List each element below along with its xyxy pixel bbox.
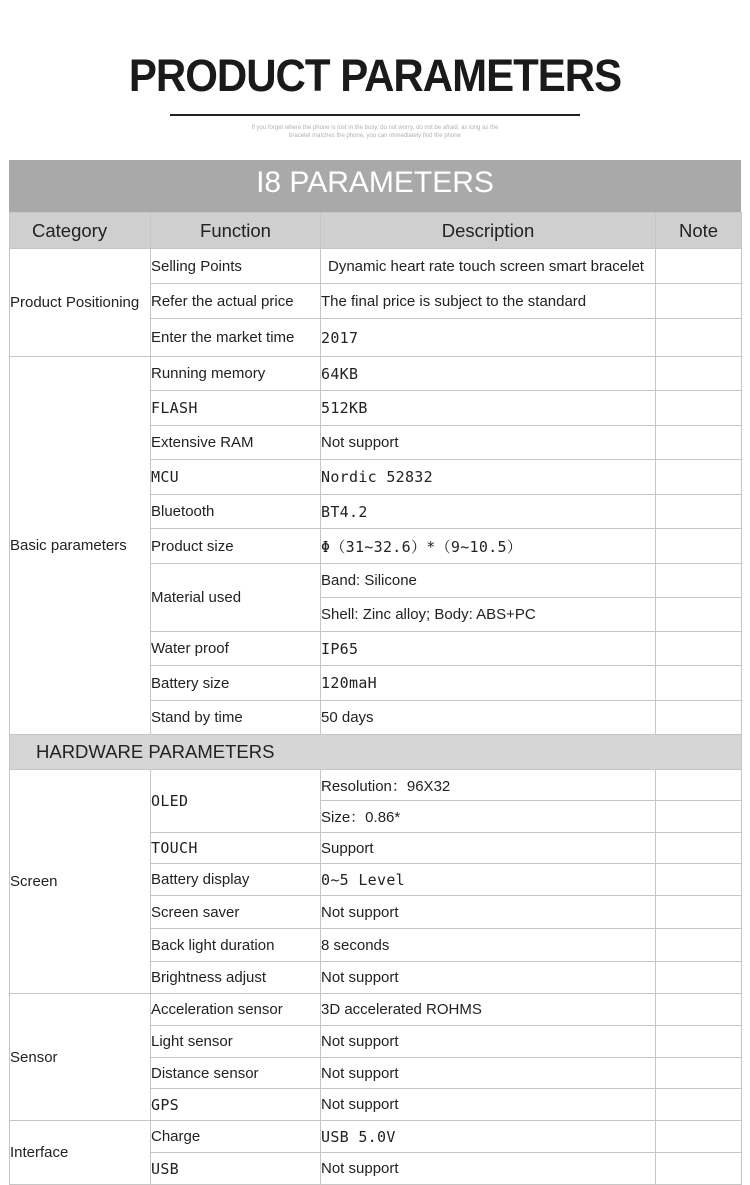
note-cell xyxy=(656,460,742,495)
description-cell: Band: Silicone xyxy=(321,564,656,598)
title-underline xyxy=(170,114,580,116)
description-cell: IP65 xyxy=(321,632,656,666)
function-cell: Extensive RAM xyxy=(151,426,321,460)
table-row xyxy=(10,994,742,1026)
description-cell: Support xyxy=(321,833,656,864)
description-cell: 2017 xyxy=(321,319,656,357)
description-cell: Not support xyxy=(321,896,656,929)
description-cell: 50 days xyxy=(321,701,656,735)
note-cell xyxy=(656,1121,742,1153)
description-cell: 512KB xyxy=(321,391,656,426)
category-cell-basic-parameters: Basic parameters xyxy=(10,357,151,735)
function-cell: MCU xyxy=(151,460,321,495)
note-cell xyxy=(656,701,742,735)
function-cell: Material used xyxy=(151,564,321,632)
note-cell xyxy=(656,801,742,833)
table-row xyxy=(10,1121,742,1153)
hardware-section-row xyxy=(10,735,742,770)
function-cell: Distance sensor xyxy=(151,1058,321,1089)
note-cell xyxy=(656,284,742,319)
note-cell xyxy=(656,357,742,391)
subtitle-line-2: bracelet matches the phone, you can immediately find the phone xyxy=(289,133,461,139)
note-cell xyxy=(656,529,742,564)
table-row xyxy=(10,770,742,801)
function-cell: Back light duration xyxy=(151,929,321,962)
description-cell: Dynamic heart rate touch screen smart bracelet xyxy=(321,249,656,284)
table-row xyxy=(10,357,742,391)
description-cell: 120maH xyxy=(321,666,656,701)
category-cell-interface: Interface xyxy=(10,1121,151,1185)
page-subtitle xyxy=(200,124,550,140)
description-cell: BT4.2 xyxy=(321,495,656,529)
function-cell: USB xyxy=(151,1153,321,1185)
description-cell: Not support xyxy=(321,1089,656,1121)
function-cell: Acceleration sensor xyxy=(151,994,321,1026)
note-cell xyxy=(656,770,742,801)
category-cell-product-positioning: Product Positioning xyxy=(10,249,151,357)
note-cell xyxy=(656,632,742,666)
description-cell: Not support xyxy=(321,426,656,460)
category-cell-screen: Screen xyxy=(10,770,151,994)
description-cell: Nordic 52832 xyxy=(321,460,656,495)
note-cell xyxy=(656,1058,742,1089)
note-cell xyxy=(656,994,742,1026)
note-cell xyxy=(656,833,742,864)
column-header-category: Category xyxy=(10,213,151,249)
description-cell: 64KB xyxy=(321,357,656,391)
table-row xyxy=(10,249,742,284)
section-title: HARDWARE PARAMETERS xyxy=(10,735,742,770)
note-cell xyxy=(656,1026,742,1058)
description-cell: 8 seconds xyxy=(321,929,656,962)
column-header-description: Description xyxy=(321,213,656,249)
note-cell xyxy=(656,598,742,632)
function-cell: OLED xyxy=(151,770,321,833)
function-cell: Bluetooth xyxy=(151,495,321,529)
parameters-banner: I8 PARAMETERS xyxy=(9,160,741,212)
note-cell xyxy=(656,426,742,460)
description-cell: USB 5.0V xyxy=(321,1121,656,1153)
function-cell: Water proof xyxy=(151,632,321,666)
parameters-table xyxy=(9,212,742,1185)
description-cell: 0~5 Level xyxy=(321,864,656,896)
function-cell: Battery size xyxy=(151,666,321,701)
description-cell: Not support xyxy=(321,1026,656,1058)
function-cell: Battery display xyxy=(151,864,321,896)
function-cell: Enter the market time xyxy=(151,319,321,357)
subtitle-line-1: If you forget where the phone is lost in the busy, do not worry, do not be afraid, as long as the xyxy=(251,125,499,131)
function-cell: Refer the actual price xyxy=(151,284,321,319)
function-cell: Screen saver xyxy=(151,896,321,929)
note-cell xyxy=(656,564,742,598)
description-cell: Not support xyxy=(321,962,656,994)
description-cell: Φ（31~32.6）*（9~10.5） xyxy=(321,529,656,564)
function-cell: Product size xyxy=(151,529,321,564)
note-cell xyxy=(656,666,742,701)
description-cell: Not support xyxy=(321,1153,656,1185)
note-cell xyxy=(656,1089,742,1121)
note-cell xyxy=(656,896,742,929)
function-cell: Stand by time xyxy=(151,701,321,735)
note-cell xyxy=(656,391,742,426)
function-cell: Running memory xyxy=(151,357,321,391)
description-cell: The final price is subject to the standard xyxy=(321,284,656,319)
function-cell: TOUCH xyxy=(151,833,321,864)
note-cell xyxy=(656,962,742,994)
note-cell xyxy=(656,929,742,962)
note-cell xyxy=(656,864,742,896)
note-cell xyxy=(656,249,742,284)
function-cell: Charge xyxy=(151,1121,321,1153)
page-title: PRODUCT PARAMETERS xyxy=(128,50,622,101)
category-cell-sensor: Sensor xyxy=(10,994,151,1121)
column-header-function: Function xyxy=(151,213,321,249)
function-cell: GPS xyxy=(151,1089,321,1121)
function-cell: Light sensor xyxy=(151,1026,321,1058)
function-cell: Selling Points xyxy=(151,249,321,284)
function-cell: FLASH xyxy=(151,391,321,426)
function-cell: Brightness adjust xyxy=(151,962,321,994)
note-cell xyxy=(656,495,742,529)
note-cell xyxy=(656,319,742,357)
description-cell: Size：0.86* xyxy=(321,801,656,833)
description-cell: Shell: Zinc alloy; Body: ABS+PC xyxy=(321,598,656,632)
note-cell xyxy=(656,1153,742,1185)
table-header-row xyxy=(10,213,742,249)
description-cell: Not support xyxy=(321,1058,656,1089)
description-cell: 3D accelerated ROHMS xyxy=(321,994,656,1026)
column-header-note: Note xyxy=(656,213,742,249)
description-cell: Resolution：96X32 xyxy=(321,770,656,801)
